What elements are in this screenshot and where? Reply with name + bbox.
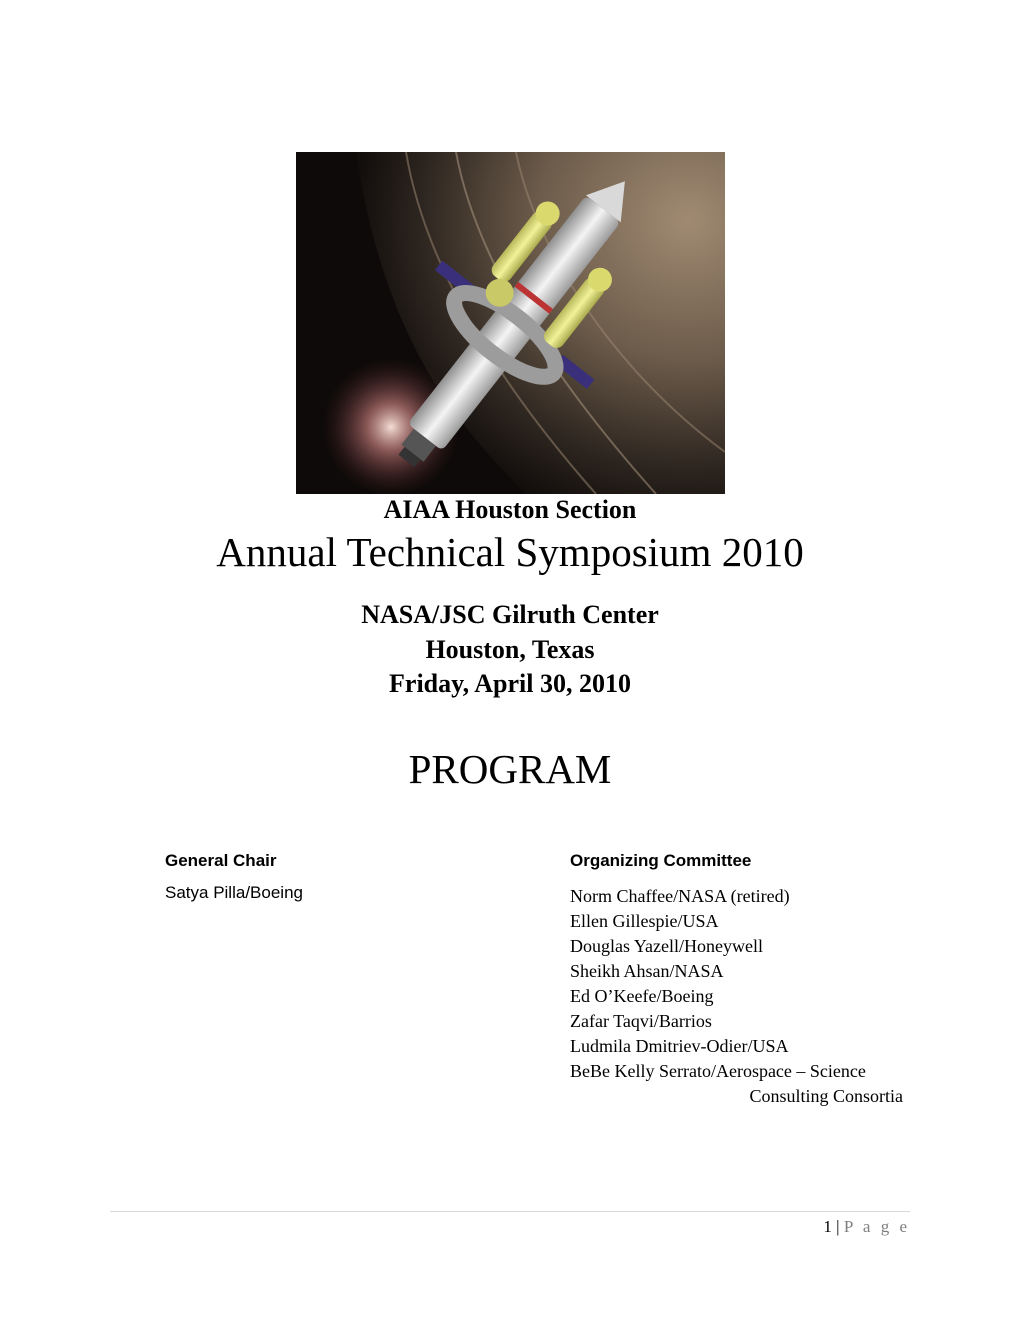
venue-name: NASA/JSC Gilruth Center [361, 600, 659, 629]
event-title: Annual Technical Symposium 2010 [216, 529, 804, 575]
event-date: Friday, April 30, 2010 [389, 669, 631, 698]
organizing-committee-list [570, 884, 910, 1109]
committee-member: Sheikh Ahsan/NASA [570, 961, 724, 981]
committee-member-continuation: Consulting Consortia [749, 1086, 903, 1106]
committee-member: Zafar Taqvi/Barrios [570, 1011, 712, 1031]
organization-name: AIAA Houston Section [383, 495, 637, 524]
program-heading: PROGRAM [408, 746, 612, 792]
committee-member: Ellen Gillespie/USA [570, 911, 719, 931]
venue-city: Houston, Texas [425, 635, 595, 664]
committee-member: Ed O’Keefe/Boeing [570, 986, 714, 1006]
general-chair-name: Satya Pilla/Boeing [165, 883, 303, 902]
organizing-committee-heading: Organizing Committee [570, 851, 752, 870]
committee-member: Ludmila Dmitriev-Odier/USA [570, 1036, 789, 1056]
cover-spacecraft-image [296, 152, 725, 494]
committee-member: Douglas Yazell/Honeywell [570, 936, 763, 956]
footer-divider [110, 1211, 910, 1212]
footer-separator: | [836, 1217, 840, 1236]
page-footer [823, 1217, 910, 1237]
page-label: P a g e [843, 1217, 910, 1236]
general-chair-heading: General Chair [165, 851, 277, 870]
committee-member: BeBe Kelly Serrato/Aerospace – Science [570, 1061, 866, 1081]
page-number: 1 [823, 1217, 832, 1236]
committee-member: Norm Chaffee/NASA (retired) [570, 886, 790, 906]
